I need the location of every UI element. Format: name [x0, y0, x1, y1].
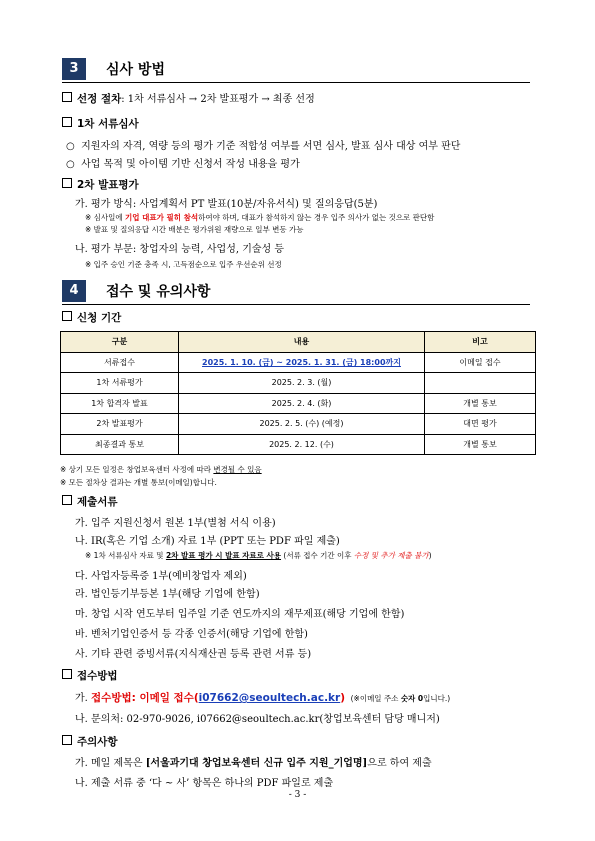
- table-cell: 2025. 2. 4. (화): [179, 393, 425, 414]
- email-link[interactable]: i07662@seoultech.ac.kr: [198, 692, 341, 704]
- checkbox-square-icon: [62, 735, 72, 745]
- table-row: [61, 373, 536, 394]
- table-header: 내용: [179, 332, 425, 353]
- checkbox-square-icon: [62, 92, 72, 102]
- table-cell: 2차 발표평가: [61, 414, 179, 435]
- list-item: 사. 기타 관련 증빙서류(지식재산권 등록 관련 서류 등): [75, 649, 312, 660]
- table-cell: 최종결과 통보: [61, 434, 179, 455]
- schedule-table: [60, 331, 536, 455]
- note: ※ 1차 서류심사 자료 및 2차 발표 평가 시 발표 자료로 사용 (서류 접수 기간 이후 수정 및 추가 제출 불가): [85, 551, 432, 560]
- period-heading: 신청 기간: [62, 310, 121, 325]
- section-3-header: [62, 58, 530, 83]
- list-item: 나. 제출 서류 중 ‘다 ~ 사’ 항목은 하나의 PDF 파일로 제출: [75, 778, 334, 789]
- note: ※ 입주 승인 기준 충족 시, 고득점순으로 입주 우선순위 선정: [85, 260, 282, 269]
- section-number: 3: [62, 58, 86, 80]
- list-item: 나. IR(혹은 기업 소개) 자료 1부 (PPT 또는 PDF 파일 제출): [75, 536, 340, 547]
- table-cell: 1차 서류평가: [61, 373, 179, 394]
- table-header: 비고: [425, 332, 536, 353]
- method-heading: 접수방법: [62, 668, 118, 683]
- section-title: 접수 및 유의사항: [106, 284, 211, 300]
- selection-process: 선정 절차: 1차 서류심사 → 2차 발표평가 → 최종 선정: [62, 90, 315, 106]
- table-note: ※ 모든 절차상 결과는 개별 통보(이메일)합니다.: [60, 478, 217, 487]
- table-cell: 개별 통보: [425, 393, 536, 414]
- table-cell: 2025. 2. 3. (월): [179, 373, 425, 394]
- table-row: [61, 352, 536, 373]
- checkbox-square-icon: [62, 178, 72, 188]
- list-item: ○ 지원자의 자격, 역량 등의 평가 기준 적합성 여부를 서면 심사, 발표 심사 대상 여부 판단: [66, 141, 461, 152]
- list-item: 가. 입주 지원신청서 원본 1부(별첨 서식 이용): [75, 518, 276, 529]
- doc-review-heading: 1차 서류심사: [62, 116, 139, 131]
- table-row: [61, 414, 536, 435]
- table-cell: [425, 373, 536, 394]
- table-header: 구분: [61, 332, 179, 353]
- list-item: 마. 창업 시작 연도부터 입주일 기준 연도까지의 재무제표(해당 기업에 한함): [75, 609, 405, 620]
- section-number: 4: [62, 280, 86, 302]
- table-row: [61, 393, 536, 414]
- list-item: 나. 평가 부문: 창업자의 능력, 사업성, 기술성 등: [75, 244, 285, 255]
- list-item: 가. 접수방법: 이메일 접수(i07662@seoultech.ac.kr) (※이메일 주소 숫자 0입니다.): [75, 692, 451, 704]
- page-number: - 3 -: [288, 790, 307, 800]
- list-item: 라. 법인등기부등본 1부(해당 기업에 한함): [75, 589, 260, 600]
- table-row: [61, 434, 536, 455]
- cautions-heading: 주의사항: [62, 734, 118, 749]
- checkbox-square-icon: [62, 311, 72, 321]
- table-cell: 2025. 2. 12. (수): [179, 434, 425, 455]
- docs-heading: 제출서류: [62, 494, 118, 509]
- table-cell: 서류접수: [61, 352, 179, 373]
- list-item: 나. 문의처: 02-970-9026, i07662@seoultech.ac.kr(창업보육센터 담당 매니저): [75, 714, 440, 725]
- checkbox-square-icon: [62, 495, 72, 505]
- list-item: 바. 벤처기업인증서 등 각종 인증서(해당 기업에 한함): [75, 629, 308, 640]
- table-cell: 1차 합격자 발표: [61, 393, 179, 414]
- checkbox-square-icon: [62, 117, 72, 127]
- note: ※ 심사일에 기업 대표가 필히 참석하여야 하며, 대표가 참석하지 않는 경우 입주 의사가 없는 것으로 판단함: [85, 213, 435, 222]
- list-item: ○ 사업 목적 및 아이템 기반 신청서 작성 내용을 평가: [66, 159, 300, 170]
- table-cell: 이메일 접수: [425, 352, 536, 373]
- list-item: 가. 평가 방식: 사업계획서 PT 발표(10분/자유서식) 및 질의응답(5분): [75, 199, 378, 210]
- list-item: 다. 사업자등록증 1부(예비창업자 제외): [75, 571, 247, 582]
- checkbox-square-icon: [62, 669, 72, 679]
- presentation-heading: 2차 발표평가: [62, 177, 139, 192]
- circle-bullet-icon: ○: [66, 141, 75, 152]
- note: ※ 발표 및 질의응답 시간 배분은 평가위원 재량으로 일부 변동 가능: [85, 225, 304, 234]
- section-title: 심사 방법: [106, 62, 165, 78]
- table-note: ※ 상기 모든 일정은 창업보육센터 사정에 따라 변경될 수 있음: [60, 465, 262, 474]
- list-item: 가. 메일 제목은 [서울과기대 창업보육센터 신규 입주 지원_기업명]으로 하여 제출: [75, 758, 432, 769]
- table-header-row: [61, 332, 536, 353]
- table-cell: 2025. 2. 5. (수) (예정): [179, 414, 425, 435]
- circle-bullet-icon: ○: [66, 159, 75, 170]
- table-cell: 2025. 1. 10. (금) ~ 2025. 1. 31. (금) 18:00까지: [179, 352, 425, 373]
- table-cell: 대면 평가: [425, 414, 536, 435]
- section-4-header: [62, 280, 530, 305]
- table-cell: 개별 통보: [425, 434, 536, 455]
